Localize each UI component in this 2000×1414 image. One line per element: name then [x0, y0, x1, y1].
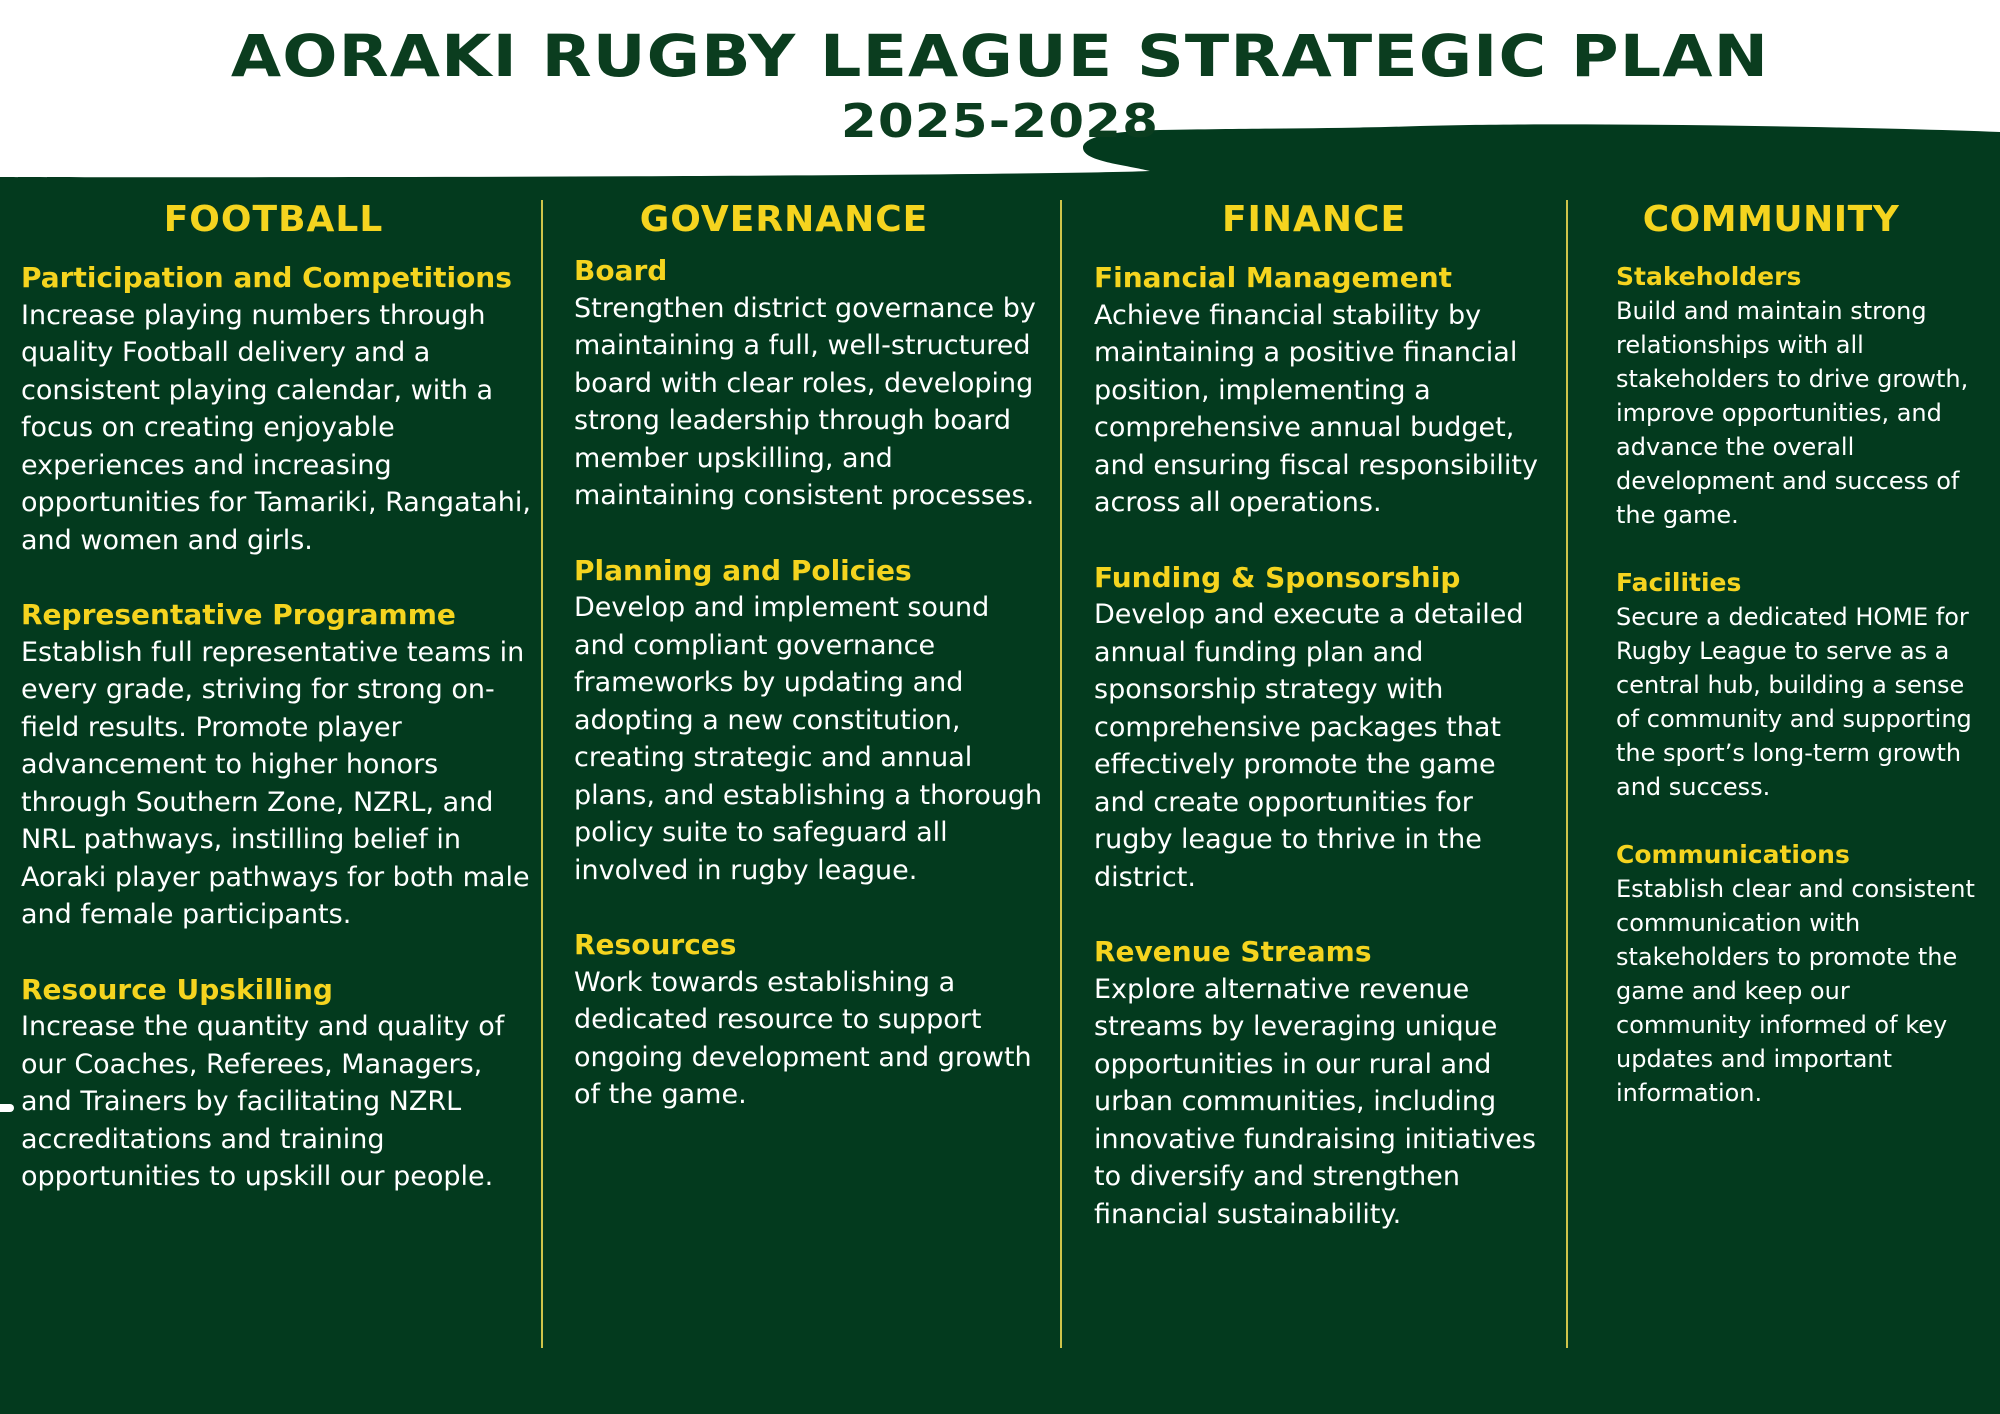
section-title: Revenue Streams	[1094, 935, 1372, 968]
section-facilities	[1616, 566, 1986, 804]
page-title: AORAKI RUGBY LEAGUE STRATEGIC PLAN	[230, 22, 1770, 90]
column-governance	[574, 196, 1044, 1114]
column-finance	[1094, 196, 1554, 1233]
column-football	[21, 196, 536, 1196]
section-financial-management	[1094, 259, 1554, 522]
section-body: Establish clear and consistent communication with stakeholders to promote the game and keep our community informed of key updates and important information.	[1616, 875, 1975, 1107]
section-body: Achieve financial stability by maintaining a positive financial position, implementing a comprehensive annual budget, and ensuring fiscal responsibility across all operations.	[1094, 299, 1538, 518]
edge-mark	[0, 1104, 14, 1112]
column-divider-2	[1060, 200, 1062, 1348]
column-divider-3	[1566, 200, 1568, 1348]
page-subtitle-years: 2025-2028	[840, 94, 1160, 148]
column-community	[1616, 196, 1986, 1110]
section-body: Develop and implement sound and compliant governance frameworks by updating and adopting a new constitution, creating strategic and annual plans, and establishing a thorough policy suite to safeguard all involved in rugby league.	[574, 592, 1043, 886]
section-title: Funding & Sponsorship	[1094, 560, 1461, 594]
section-stakeholders	[1616, 260, 1986, 532]
section-body: Establish full representative teams in every grade, striving for strong on-field results. Promote player advancement to higher honors through Southern Zone, NZRL, and NRL pathways, instilling belief in Aoraki player pathways for both male and female participants.	[21, 636, 530, 930]
section-body: Strengthen district governance by maintaining a full, well-structured board with clear roles, developing strong leadership through board member upskilling, and maintaining consistent processes.	[574, 292, 1036, 511]
section-board	[574, 252, 1044, 515]
section-title: Representative Programme	[21, 598, 456, 631]
section-revenue-streams	[1094, 933, 1554, 1233]
section-body: Increase playing numbers through quality Football delivery and a consistent playing calendar, with a focus on creating enjoyable experiences and increasing opportunities for Tamariki, Rangatahi, and women and girls.	[21, 299, 531, 556]
section-title: Board	[574, 254, 668, 287]
section-title: Financial Management	[1094, 261, 1453, 294]
section-planning-policies	[574, 552, 1044, 890]
section-resource-upskilling	[21, 971, 536, 1196]
column-divider-1	[541, 200, 543, 1348]
section-funding-sponsorship	[1094, 559, 1554, 897]
section-participation	[21, 259, 536, 559]
section-title: Resource Upskilling	[21, 972, 333, 1006]
section-title: Communications	[1616, 840, 1850, 869]
section-body: Work towards establishing a dedicated resource to support ongoing development and growth of the game.	[574, 966, 1032, 1110]
column-heading-finance: FINANCE	[1221, 199, 1407, 240]
section-title: Resources	[574, 928, 737, 961]
column-heading-community: COMMUNITY	[1642, 199, 1900, 240]
section-title: Facilities	[1616, 568, 1742, 597]
section-body: Develop and execute a detailed annual funding plan and sponsorship strategy with comprehensive packages that effectively promote the game and create opportunities for rugby league to thrive in the district.	[1094, 599, 1524, 893]
section-body: Explore alternative revenue streams by leveraging unique opportunities in our rural and urban communities, including innovative fundraising initiatives to diversify and strengthen financial sustainability.	[1094, 973, 1536, 1230]
section-body: Build and maintain strong relationships with all stakeholders to drive growth, improve opportunities, and advance the overall development and success of the game.	[1616, 297, 1969, 529]
section-body: Increase the quantity and quality of our Coaches, Referees, Managers, and Trainers by facilitating NZRL accreditations and training opportunities to upskill our people.	[21, 1011, 505, 1192]
section-title: Participation and Competitions	[21, 261, 512, 294]
column-heading-football: FOOTBALL	[163, 199, 384, 240]
section-title: Stakeholders	[1616, 262, 1802, 291]
section-resources	[574, 926, 1044, 1114]
column-heading-governance: GOVERNANCE	[639, 199, 929, 240]
section-title: Planning and Policies	[574, 553, 912, 587]
section-body: Secure a dedicated HOME for Rugby League to serve as a central hub, building a sense of community and supporting the sport’s long-term growth and success.	[1616, 603, 1972, 801]
section-representative	[21, 596, 536, 934]
section-communications	[1616, 838, 1986, 1110]
